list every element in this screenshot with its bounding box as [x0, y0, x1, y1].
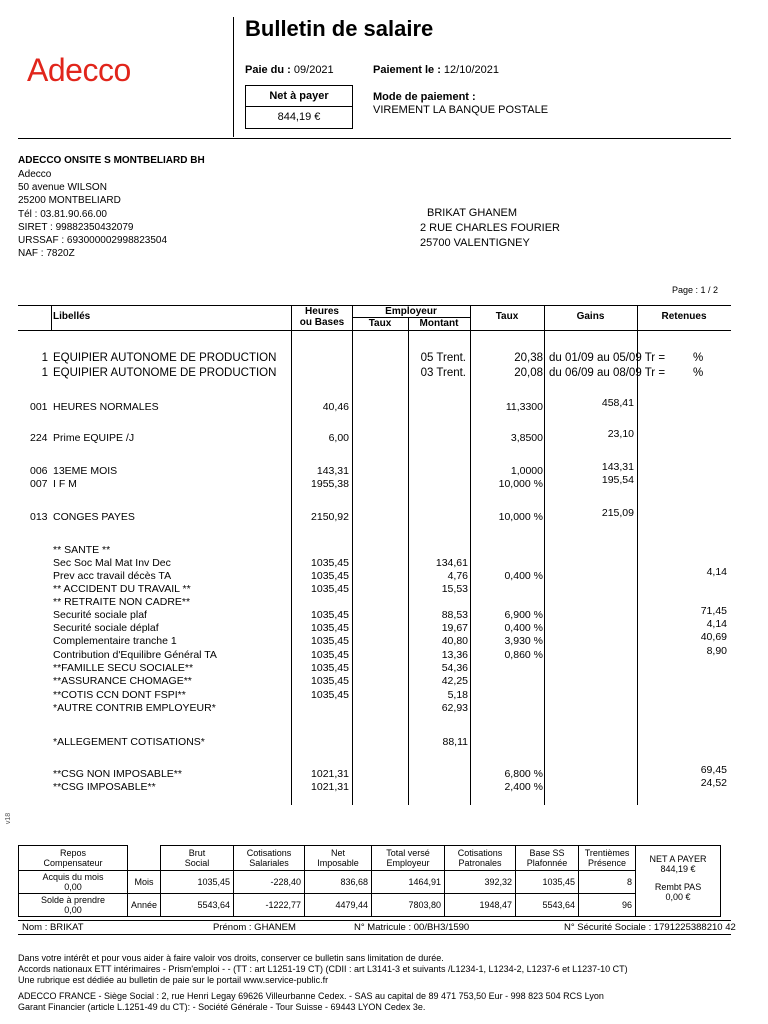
net-value: 844,19 € [277, 111, 321, 123]
header-rule [18, 138, 731, 139]
ident-matricule: N° Matricule : 00/BH3/1590 [354, 922, 470, 933]
mission-label: EQUIPIER AUTONOME DE PRODUCTION [53, 352, 277, 364]
row-montant: 15,53 [441, 583, 468, 595]
employer-line: Adecco [18, 169, 52, 180]
row-label: Prime EQUIPE /J [53, 432, 135, 444]
col-heures-line1: Heures [305, 306, 339, 317]
annee-value: 96 [579, 894, 636, 917]
row-montant: 88,53 [441, 609, 468, 621]
annee-value: 5543,64 [516, 894, 579, 917]
row-label: **CSG NON IMPOSABLE** [53, 768, 182, 780]
row-label: ** SANTE ** [53, 544, 111, 556]
pas-value: 0,00 € [665, 892, 691, 902]
annee-value: 7803,80 [372, 894, 445, 917]
row-base: 143,31 [316, 465, 349, 477]
footer-line: Accords nationaux ETT intérimaires - Prism'emploi - - (TT : art L1251-19 CT) (CDII : art L3141-3 et suivants /L1234-1, L1234-2, L1237-6 et L1237-10 CT) [18, 964, 628, 974]
footer-line: Dans votre intérêt et pour vous aider à faire valoir vos droits, conserver ce bulletin sans limitation de durée. [18, 953, 444, 963]
row-base: 2150,92 [311, 511, 349, 523]
mission-rate: 20,08 [514, 367, 543, 379]
mission-trent: 05 Trent. [420, 352, 466, 364]
summary-header-line: Net [331, 848, 346, 858]
row-base: 1035,45 [311, 689, 349, 701]
row-label: Securité sociale plaf [53, 609, 147, 621]
row-base: 1035,45 [311, 622, 349, 634]
summary-header-line: Salariales [249, 858, 289, 868]
paie-label: Paie du : [245, 64, 291, 76]
summary-header [516, 846, 579, 871]
mois-value: 1464,91 [372, 871, 445, 894]
summary-header [579, 846, 636, 871]
row-base: 1035,45 [311, 649, 349, 661]
mois-label: Mois [128, 871, 161, 894]
mois-value: 1035,45 [516, 871, 579, 894]
row-taux: 3,930 % [504, 635, 543, 647]
acquis-label: Acquis du mois [42, 872, 104, 882]
company-line: Garant Financier (article L.1251-49 du CT): - Société Générale - Tour Suisse - 69443 LYON Cedex 3e. [18, 1002, 426, 1012]
employee-line: 25700 VALENTIGNEY [420, 237, 530, 249]
row-base: 1021,31 [311, 781, 349, 793]
row-label: *AUTRE CONTRIB EMPLOYEUR* [53, 702, 216, 714]
paiement-value: 12/10/2021 [443, 64, 499, 76]
row-gains: 458,41 [601, 397, 634, 409]
mission-num: 1 [41, 367, 48, 379]
row-retenues: 40,69 [700, 631, 727, 643]
mission-pct: % [693, 367, 704, 379]
row-taux: 1,0000 [510, 465, 543, 477]
row-base: 1955,38 [311, 478, 349, 490]
solde-value: 0,00 [64, 905, 82, 915]
summary-header [234, 846, 305, 871]
row-taux: 0,400 % [504, 570, 543, 582]
row-taux: 11,3300 [505, 401, 543, 413]
row-base: 1021,31 [311, 768, 349, 780]
repos-h2: Compensateur [43, 858, 103, 868]
net-summary-label: NET A PAYER [649, 854, 707, 864]
summary-header-line: Imposable [317, 858, 359, 868]
row-label: HEURES NORMALES [53, 401, 159, 413]
row-montant: 54,36 [441, 662, 468, 674]
row-base: 6,00 [328, 432, 349, 444]
col-retenues: Retenues [661, 311, 707, 322]
row-taux: 10,000 % [498, 478, 543, 490]
employer-line: 50 avenue WILSON [18, 182, 107, 194]
row-retenues: 69,45 [700, 764, 727, 776]
mission-num: 1 [41, 352, 48, 364]
footer-company [18, 991, 604, 1013]
summary-header-line: Patronales [458, 858, 502, 868]
row-base: 1035,45 [311, 609, 349, 621]
row-label: **COTIS CCN DONT FSPI** [53, 689, 186, 701]
row-label: ** RETRAITE NON CADRE** [53, 596, 191, 608]
net-summary-cell [636, 846, 721, 917]
employer-name: ADECCO ONSITE S MONTBELIARD BH [18, 155, 205, 166]
summary-header-line: Employeur [386, 858, 430, 868]
row-montant: 4,76 [447, 570, 468, 582]
mois-value: 392,32 [445, 871, 516, 894]
paiement-label: Paiement le : [373, 64, 441, 76]
row-taux: 2,400 % [504, 781, 543, 793]
paie-period [245, 64, 334, 76]
blank-cell [128, 846, 161, 871]
row-code: 007 [30, 478, 48, 490]
header-divider [233, 17, 234, 137]
employee-line: BRIKAT GHANEM [427, 207, 518, 219]
annee-label: Année [128, 894, 161, 917]
row-taux: 6,900 % [504, 609, 543, 621]
mission-trent: 03 Trent. [420, 367, 466, 379]
row-label: 13EME MOIS [53, 465, 118, 477]
summary-header [161, 846, 234, 871]
footer-notice [18, 953, 628, 986]
employer-line: URSSAF : 693000002998823504 [18, 235, 168, 247]
row-gains: 23,10 [607, 428, 634, 440]
table-header-rule [18, 330, 731, 331]
row-montant: 40,80 [441, 635, 468, 647]
row-label: Complementaire tranche 1 [53, 635, 177, 647]
row-code: 006 [30, 465, 48, 477]
summary-table [18, 845, 721, 917]
row-gains: 143,31 [601, 461, 634, 473]
row-retenues: 4,14 [706, 566, 727, 578]
col-taux: Taux [495, 311, 519, 322]
row-montant: 42,25 [441, 675, 468, 687]
summary-header [372, 846, 445, 871]
row-base: 1035,45 [311, 675, 349, 687]
employee-line: 2 RUE CHARLES FOURIER [420, 222, 560, 234]
summary-header [445, 846, 516, 871]
row-label: **ASSURANCE CHOMAGE** [53, 675, 192, 687]
row-base: 40,46 [322, 401, 349, 413]
mission-label: EQUIPIER AUTONOME DE PRODUCTION [53, 367, 277, 379]
ident-prenom: Prénom : GHANEM [213, 922, 296, 933]
row-label: Contribution d'Equilibre Général TA [53, 649, 217, 661]
col-divider [291, 305, 292, 805]
row-label: ** ACCIDENT DU TRAVAIL ** [53, 583, 191, 595]
col-taux-employeur: Taux [368, 318, 392, 329]
employer-line: SIRET : 99882350432079 [18, 221, 134, 233]
row-montant: 88,11 [442, 736, 468, 748]
summary-header-line: Plafonnée [526, 858, 568, 868]
summary-header-line: Brut [188, 848, 206, 858]
ident-nom: Nom : BRIKAT [22, 922, 84, 933]
mission-pct: % [693, 352, 704, 364]
row-label: Securité sociale déplaf [53, 622, 159, 634]
page-number: Page : 1 / 2 [672, 285, 719, 295]
row-montant: 5,18 [447, 689, 468, 701]
mois-value: 1035,45 [161, 871, 234, 894]
col-libelles: Libellés [53, 311, 91, 322]
annee-value: 1948,47 [445, 894, 516, 917]
row-base: 1035,45 [311, 662, 349, 674]
row-retenues: 24,52 [700, 777, 727, 789]
col-divider [470, 305, 471, 805]
net-summary-value: 844,19 € [660, 864, 696, 874]
ident-top-rule [18, 920, 731, 921]
mois-value: -228,40 [234, 871, 305, 894]
col-divider [352, 305, 353, 805]
row-code: 224 [30, 432, 48, 444]
row-montant: 62,93 [441, 702, 468, 714]
mission-period: du 06/09 au 08/09 Tr = [549, 367, 666, 379]
row-retenues: 4,14 [706, 618, 727, 630]
repos-h1: Repos [59, 848, 86, 858]
employer-line: NAF : 7820Z [18, 248, 75, 260]
solde-cell [19, 894, 128, 917]
row-montant: 134,61 [435, 557, 468, 569]
summary-header-line: Total versé [386, 848, 430, 858]
ident-bottom-rule [18, 934, 731, 935]
summary-header-line: Cotisations [246, 848, 292, 858]
row-base: 1035,45 [311, 583, 349, 595]
annee-value: 4479,44 [305, 894, 372, 917]
acquis-cell [19, 871, 128, 894]
acquis-value: 0,00 [64, 882, 82, 892]
row-label: *ALLEGEMENT COTISATIONS* [53, 736, 205, 748]
employer-address [18, 168, 167, 260]
col-montant: Montant [419, 318, 459, 329]
row-base: 1035,45 [311, 570, 349, 582]
adecco-logo: Adecco [27, 52, 131, 88]
mode-label: Mode de paiement : [373, 91, 476, 103]
row-taux: 3,8500 [510, 432, 543, 444]
ident-secu: N° Sécurité Sociale : 1791225388210 42 [564, 922, 736, 933]
mission-rate: 20,38 [514, 352, 543, 364]
col-divider [637, 305, 638, 805]
row-montant: 13,36 [441, 649, 468, 661]
row-taux: 6,800 % [504, 768, 543, 780]
row-label: CONGES PAYES [53, 511, 135, 523]
row-label: Prev acc travail décès TA [53, 570, 172, 582]
row-montant: 19,67 [441, 622, 468, 634]
net-box [245, 85, 353, 129]
employer-line: Tél : 03.81.90.66.00 [18, 208, 107, 220]
summary-header-line: Présence [588, 858, 627, 868]
row-gains: 195,54 [601, 474, 634, 486]
summary-header [305, 846, 372, 871]
pas-label: Rembt PAS [654, 882, 702, 892]
col-divider [51, 305, 52, 330]
annee-value: 5543,64 [161, 894, 234, 917]
col-heures-line2: ou Bases [299, 317, 345, 328]
employer-line: 25200 MONTBELIARD [18, 195, 121, 207]
side-code: v18 [5, 812, 13, 825]
mois-value: 8 [579, 871, 636, 894]
row-label: Sec Soc Mal Mat Inv Dec [53, 557, 171, 569]
employee-address [420, 206, 560, 251]
row-base: 1035,45 [311, 635, 349, 647]
row-label: **CSG IMPOSABLE** [53, 781, 156, 793]
row-code: 013 [30, 511, 48, 523]
paie-value: 09/2021 [293, 64, 334, 76]
col-gains: Gains [576, 311, 605, 322]
row-label: I F M [53, 478, 77, 490]
col-employeur: Employeur [385, 306, 437, 317]
summary-header-line: Social [184, 858, 210, 868]
solde-label: Solde à prendre [40, 895, 106, 905]
repos-header [19, 846, 128, 871]
page-title: Bulletin de salaire [245, 16, 434, 41]
row-retenues: 71,45 [700, 605, 727, 617]
mois-value: 836,68 [305, 871, 372, 894]
company-line: ADECCO FRANCE - Siège Social : 2, rue Henri Legay 69626 Villeurbanne Cedex. - SAS au capital de 89 471 753,50 Eur - 998 823 504 RCS Lyon [18, 991, 604, 1001]
row-taux: 0,860 % [504, 649, 543, 661]
row-taux: 10,000 % [498, 511, 543, 523]
mode-value: VIREMENT LA BANQUE POSTALE [373, 104, 549, 116]
row-retenues: 8,90 [706, 645, 727, 657]
summary-header-line: Trentièmes [584, 848, 630, 858]
annee-value: -1222,77 [234, 894, 305, 917]
net-label: Net à payer [246, 86, 352, 107]
col-divider [544, 305, 545, 805]
row-gains: 215,09 [601, 507, 634, 519]
row-base: 1035,45 [311, 557, 349, 569]
row-taux: 0,400 % [504, 622, 543, 634]
summary-header-line: Base SS [529, 848, 565, 858]
row-label: **FAMILLE SECU SOCIALE** [53, 662, 194, 674]
row-code: 001 [30, 401, 48, 413]
col-heures [292, 306, 352, 328]
paiement-date [373, 64, 499, 76]
mission-period: du 01/09 au 05/09 Tr = [549, 352, 666, 364]
footer-line: Une rubrique est dédiée au bulletin de paie sur le portail www.service-public.fr [18, 975, 329, 985]
summary-header-line: Cotisations [457, 848, 503, 858]
